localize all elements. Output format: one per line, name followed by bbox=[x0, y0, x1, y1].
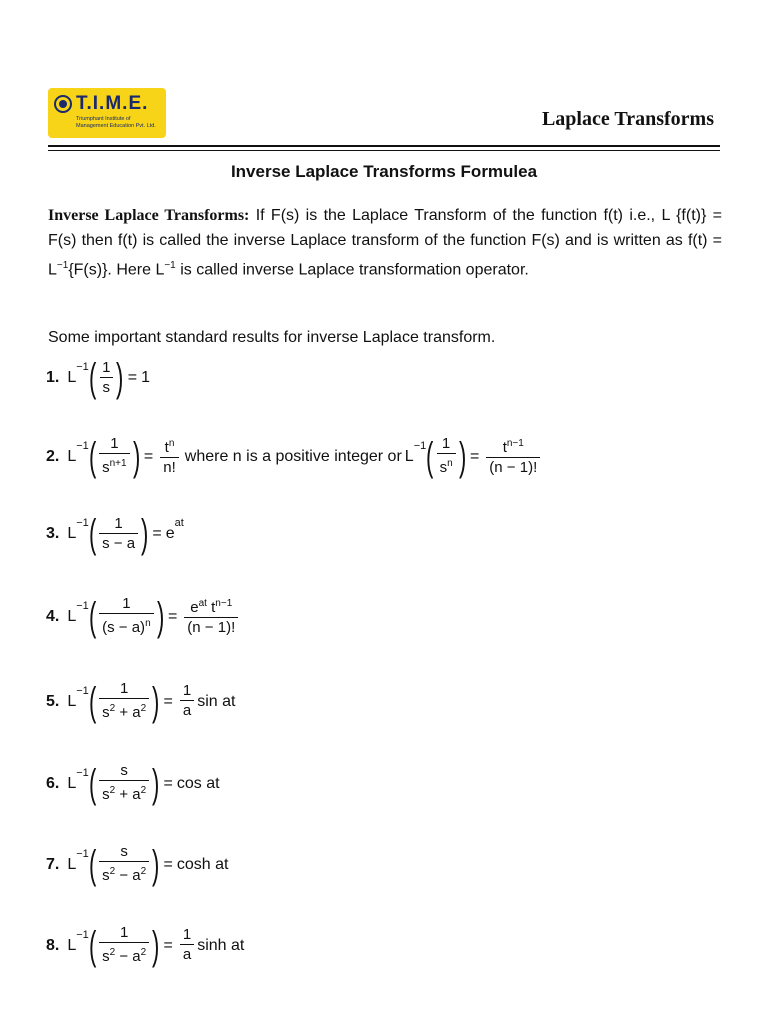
intro-text-c: is called inverse Laplace transformation operator. bbox=[175, 261, 529, 279]
formula-result: cos at bbox=[176, 774, 220, 792]
company-logo bbox=[48, 88, 166, 138]
inverse-laplace-operator: L $^{-1}$ bbox=[67, 684, 89, 710]
formula-number: 5. bbox=[46, 692, 60, 710]
formula-number: 2. bbox=[46, 447, 60, 465]
formula-3: 3. L $^{-1}$ ( $\frac{1}{s - a}$ ) = e $^{at}$ bbox=[46, 512, 184, 556]
fraction: $\frac{s}{s^2 + a^2}$ bbox=[99, 762, 149, 805]
formula-result: sin at bbox=[197, 692, 236, 710]
header-rule-thick bbox=[48, 145, 720, 147]
formula-number: 8. bbox=[46, 936, 60, 954]
logo-name: T.I.M.E. bbox=[76, 93, 149, 114]
right-paren: ) bbox=[141, 512, 149, 556]
formula-number: 1. bbox=[46, 369, 60, 386]
header-rule-thin bbox=[48, 150, 720, 151]
intro-sup-b: −1 bbox=[164, 260, 176, 271]
left-paren: ( bbox=[88, 356, 97, 400]
formula-number: 6. bbox=[46, 774, 60, 792]
fraction: $\frac{1}{s}$ bbox=[99, 359, 113, 398]
right-paren: ) bbox=[116, 356, 124, 400]
result-fraction: $\frac{1}{a}$ bbox=[180, 682, 194, 721]
inverse-laplace-operator: L $^{-1}$ bbox=[67, 766, 89, 792]
fraction: $\frac{1}{s^2 - a^2}$ bbox=[99, 924, 149, 967]
left-paren: ( bbox=[88, 761, 97, 806]
fraction: $\frac{1}{s^n}$ bbox=[437, 435, 456, 478]
left-paren: ( bbox=[88, 842, 97, 887]
page-title: Inverse Laplace Transforms Formulea bbox=[230, 162, 538, 181]
formula-6: 6. L $^{-1}$ ( $\frac{s}{s^2 + a^2}$ ) = cos at bbox=[46, 761, 220, 806]
formula-2: 2. L $^{-1}$ ( $\frac{1}{s^{n+1}}$ ) = $\frac{t^n}{n!}$ where n is a positive integer or L $^{-1}$ ( $\frac{1}{s^n}$ ) = $\frac{t^{n-1}}{(n - 1)!}$ bbox=[46, 435, 543, 478]
right-paren: ) bbox=[156, 594, 164, 639]
intro-text-b: {F(s)}. Here L bbox=[68, 261, 165, 279]
right-paren: ) bbox=[152, 842, 160, 887]
inverse-laplace-operator: L $^{-1}$ bbox=[404, 439, 427, 465]
logo-subtitle-1: Triumphant Institute of bbox=[76, 116, 131, 122]
logo-emblem-icon bbox=[54, 95, 72, 113]
formula-result: e $^{at}$ bbox=[165, 517, 184, 542]
inverse-laplace-operator: L $^{-1}$ bbox=[67, 928, 89, 954]
inverse-laplace-operator: L $^{-1}$ bbox=[67, 847, 89, 873]
intro-text-a: If F(s) is the Laplace Transform of the function f(t) i.e., L {f(t)} = F(s) then f(t) is called the inverse Laplace transform of the function F(s) and is written as f(t) = L bbox=[48, 207, 722, 279]
left-paren: ( bbox=[88, 434, 97, 479]
formula-result: sinh at bbox=[197, 936, 245, 954]
inverse-laplace-operator: L $^{-1}$ bbox=[67, 361, 89, 386]
result-fraction: $\frac{1}{a}$ bbox=[180, 926, 194, 965]
intro-label: Inverse Laplace Transforms: bbox=[48, 207, 250, 224]
inverse-laplace-operator: L $^{-1}$ bbox=[67, 517, 89, 542]
lead-sentence: Some important standard results for inverse Laplace transform. bbox=[48, 329, 496, 346]
right-paren: ) bbox=[152, 761, 160, 806]
formula-1: 1. L $^{-1}$ ( $\frac{1}{s}$ ) = 1 bbox=[46, 356, 151, 400]
left-paren: ( bbox=[426, 434, 434, 479]
logo-subtitle-2: Management Education Pvt. Ltd. bbox=[76, 123, 156, 129]
result-fraction: $\frac{t^{n-1}}{(n - 1)!}$ bbox=[486, 435, 540, 478]
formula-number: 7. bbox=[46, 855, 60, 873]
left-paren: ( bbox=[88, 679, 97, 724]
intro-paragraph bbox=[48, 203, 722, 282]
formula-4: 4. L $^{-1}$ ( $\frac{1}{(s - a)^n}$ ) = $\frac{e^{at} t^{n-1}}{(n - 1)!}$ bbox=[46, 595, 241, 638]
right-paren: ) bbox=[152, 923, 160, 968]
right-paren: ) bbox=[152, 679, 160, 724]
inverse-laplace-operator: L $^{-1}$ bbox=[67, 439, 89, 465]
left-paren: ( bbox=[88, 512, 97, 556]
fraction: $\frac{1}{s^{n+1}}$ bbox=[99, 435, 129, 478]
fraction: $\frac{1}{(s - a)^n}$ bbox=[99, 595, 154, 638]
fraction: $\frac{1}{s - a}$ bbox=[99, 515, 138, 554]
formula-result: cosh at bbox=[176, 855, 229, 873]
header-title: Laplace Transforms bbox=[541, 108, 714, 130]
right-paren: ) bbox=[132, 434, 140, 479]
right-paren: ) bbox=[458, 434, 466, 479]
formula-condition: where n is a positive integer or bbox=[184, 447, 402, 465]
left-paren: ( bbox=[88, 923, 97, 968]
intro-sup-a: −1 bbox=[56, 260, 69, 271]
left-paren: ( bbox=[88, 594, 97, 639]
formula-result: 1 bbox=[141, 369, 151, 386]
fraction: $\frac{1}{s^2 + a^2}$ bbox=[99, 680, 149, 723]
formula-5: 5. L $^{-1}$ ( $\frac{1}{s^2 + a^2}$ ) = $\frac{1}{a}$ sin at bbox=[46, 679, 236, 724]
inverse-laplace-operator: L $^{-1}$ bbox=[67, 599, 89, 625]
result-fraction: $\frac{e^{at} t^{n-1}}{(n - 1)!}$ bbox=[184, 595, 238, 638]
formula-number: 3. bbox=[46, 525, 60, 542]
result-fraction: $\frac{t^n}{n!}$ bbox=[160, 435, 179, 478]
formula-8: 8. L $^{-1}$ ( $\frac{1}{s^2 - a^2}$ ) = $\frac{1}{a}$ sinh at bbox=[46, 923, 245, 968]
fraction: $\frac{s}{s^2 - a^2}$ bbox=[99, 843, 149, 886]
formula-7: 7. L $^{-1}$ ( $\frac{s}{s^2 - a^2}$ ) = cosh at bbox=[46, 842, 229, 887]
formula-number: 4. bbox=[46, 607, 60, 625]
